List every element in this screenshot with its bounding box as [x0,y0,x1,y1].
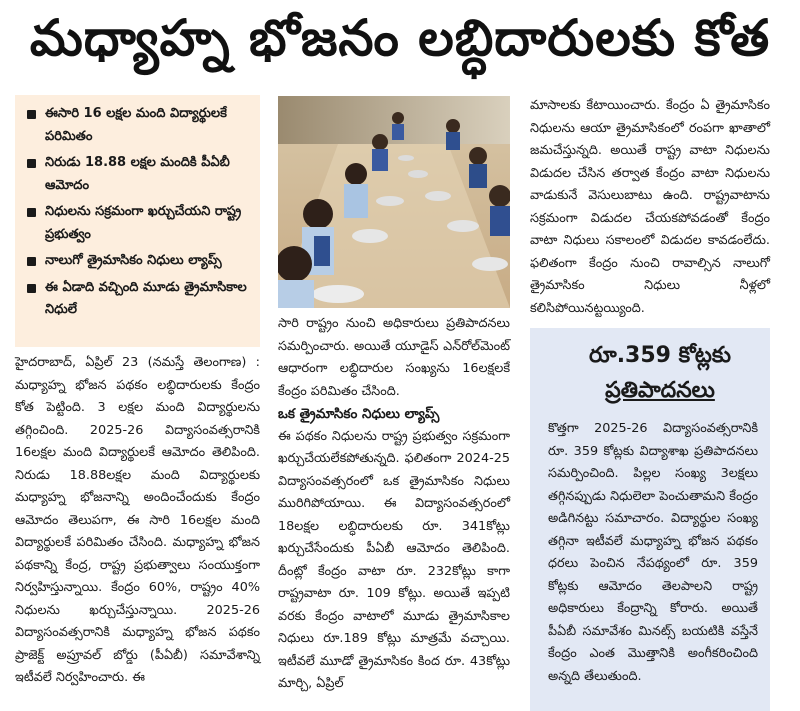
highlight-item [23,152,252,197]
highlight-item [23,103,252,148]
sidebar-box-title [560,338,760,408]
bullet-square-icon [27,208,36,217]
highlights-box [15,95,260,347]
headline: మధ్యాహ్న భోజనం లబ్ధిదారులకు కోత [29,8,771,67]
article-paragraph: హైదరాబాద్, ఏప్రిల్ 23 (నమస్తే తెలంగాణ) : మధ్యాహ్న భోజన పథకం లబ్ధిదారులకు కేంద్రం కోత పెట్టింది. 3 లక్షల మంది విద్యార్థులను తగ్గించింది. 2025-26 విద్యాసంవత్సరానికి 16లక్షల మంది విద్యార్థులకే ఆమోదం తెలిపింది. నిరుడు 18.88లక్షల మంది విద్యార్థులకు మధ్యాహ్న భోజనాన్ని అందించేందుకు కేంద్రం ఆమోదం తెలుపగా, ఈ సారి 16లక్షల మంది విద్యార్థులకే పరిమితం చేసింది. మధ్యాహ్న భోజన పథకాన్ని కేంద్ర, రాష్ట్ర ప్రభుత్వాలు సంయుక్తంగా నిర్వహిస్తున్నాయి. కేంద్రం 60%, రాష్ట్రం 40% నిధులను ఖర్చుచేస్తున్నాయి. 2025-26 విద్యాసంవత్సరానికి మధ్యాహ్న భోజన పథకం ప్రాజెక్ట్ అప్రూవల్ బోర్డు (పీఏబీ) సమావేశాన్ని ఇటీవలే నిర్వహించారు. ఈ [15,355,260,685]
bullet-square-icon [27,284,36,293]
article-paragraph: ఈ పథకం నిధులను రాష్ట్ర ప్రభుత్వం సక్రమంగా ఖర్చుచేయలేకపోతున్నది. ఫలితంగా 2024-25 విద్యాసంవత్సరంలో ఒక త్రైమాసికం నిధులు మురిగిపోయాయి. ఈ విద్యాసంవత్సరంలో 18లక్షల లబ్ధిదారులకు రూ. 341కోట్లు ఖర్చుచేసేందుకు పీఏబీ ఆమోదం తెలిపింది. దీంట్లో కేంద్రం వాటా రూ. 232కోట్లు కాగా రాష్ట్రవాటా రూ. 109 కోట్లు. అయితే ఇప్పటి వరకు కేంద్రం వాటాలో మూడు త్రైమాసికాల నిధులు రూ.189 కోట్లు మాత్రమే వచ్చాయి. ఇటీవలే మూడో త్రైమాసికం కింద రూ. 43కోట్లు మార్చి, ఏప్రిల్ [278,428,510,691]
bullet-square-icon [27,257,36,266]
highlight-text: నాలుగో త్రైమాసికం నిధులు ల్యాప్స్ [45,253,222,268]
bullet-square-icon [27,159,36,168]
highlight-item [23,277,252,322]
news-photo-students-eating [278,96,510,308]
sidebar-box-body [548,418,758,688]
article-paragraph: మాసాలకు కేటాయించారు. కేంద్రం ఏ త్రైమాసికం నిధులను ఆయా త్రైమాసికంలో రంపగా ఖాతాలో జమచేస్తున్నది. అయితే రాష్ట్ర వాటా నిధులను విడుదల చేసిన తర్వాత కేంద్రం వాటా నిధులను వాడుకునే వెసులుబాటు ఉంది. రాష్ట్రవాటాను సక్రమంగా విడుదల చేయకపోవడంతో కేంద్రం వాటా నిధులు సకాలంలో విడుదల కావడంలేదు. ఫలితంగా కేంద్రం నుంచి రావాల్సిన నాలుగో త్రైమాసికం నిధులు నీళ్లలో కలిసిపోయినట్టయ్యింది. [530,98,770,316]
highlight-text: ఈ ఏడాది వచ్చింది మూడు త్రైమాసికాల నిధులే [45,279,247,317]
highlight-text: నిరుడు 18.88 లక్షల మందికి పీఏబీ ఆమోదం [45,155,230,193]
article-paragraph: సారి రాష్ట్రం నుంచి అధికారులు ప్రతిపాదనలు సమర్పించారు. అయితే యూడైస్ ఎన్‌రోల్‌మెంట్ ఆధారంగా లబ్ధిదారుల సంఖ్యను 16లక్షలకే కేంద్రం పరిమితం చేసింది. [278,316,510,399]
subheading: ఒక త్రైమాసికం నిధులు ల్యాప్స్ [278,406,440,422]
article-paragraph: కొత్తగా 2025-26 విద్యాసంవత్సరానికి రూ. 359 కోట్లకు విద్యాశాఖ ప్రతిపాదనలు సమర్పించింది. పిల్లల సంఖ్య 3లక్షలు తగ్గినప్పుడు నిధులెలా పెంచుతామని కేంద్రం అడిగినట్టు సమాచారం. విద్యార్థుల సంఖ్య తగ్గినా ఇటీవలే మధ్యాహ్న భోజన పథకం ధరలు పెంచిన నేపథ్యంలో రూ. 359 కోట్లకు ఆమోదం తెలపాలని రాష్ట్ర అధికారులు కేంద్రాన్ని కోరారు. అయితే పీఏబీ సమావేశం మినట్స్ బయటికి వస్తేనే కేంద్రం ఎంత మొత్తానికి అంగీకరించింది అన్నది తేలుతుంది. [548,421,758,684]
highlight-text: ఈసారి 16 లక్షల మంది విద్యార్థులకే పరిమితం [45,106,227,144]
sidebar-box-title-line: ప్రతిపాదనలు [605,378,715,403]
highlight-text: నిధులను సక్రమంగా ఖర్చుచేయని రాష్ట్ర ప్రభుత్వం [45,204,242,242]
middle-column [278,313,510,696]
sidebar-box-title-line: రూ.359 కోట్లకు [588,343,732,368]
highlight-item [23,201,252,246]
highlight-item [23,250,252,273]
bullet-square-icon [27,110,36,119]
right-column [530,95,770,320]
left-column [15,352,260,690]
